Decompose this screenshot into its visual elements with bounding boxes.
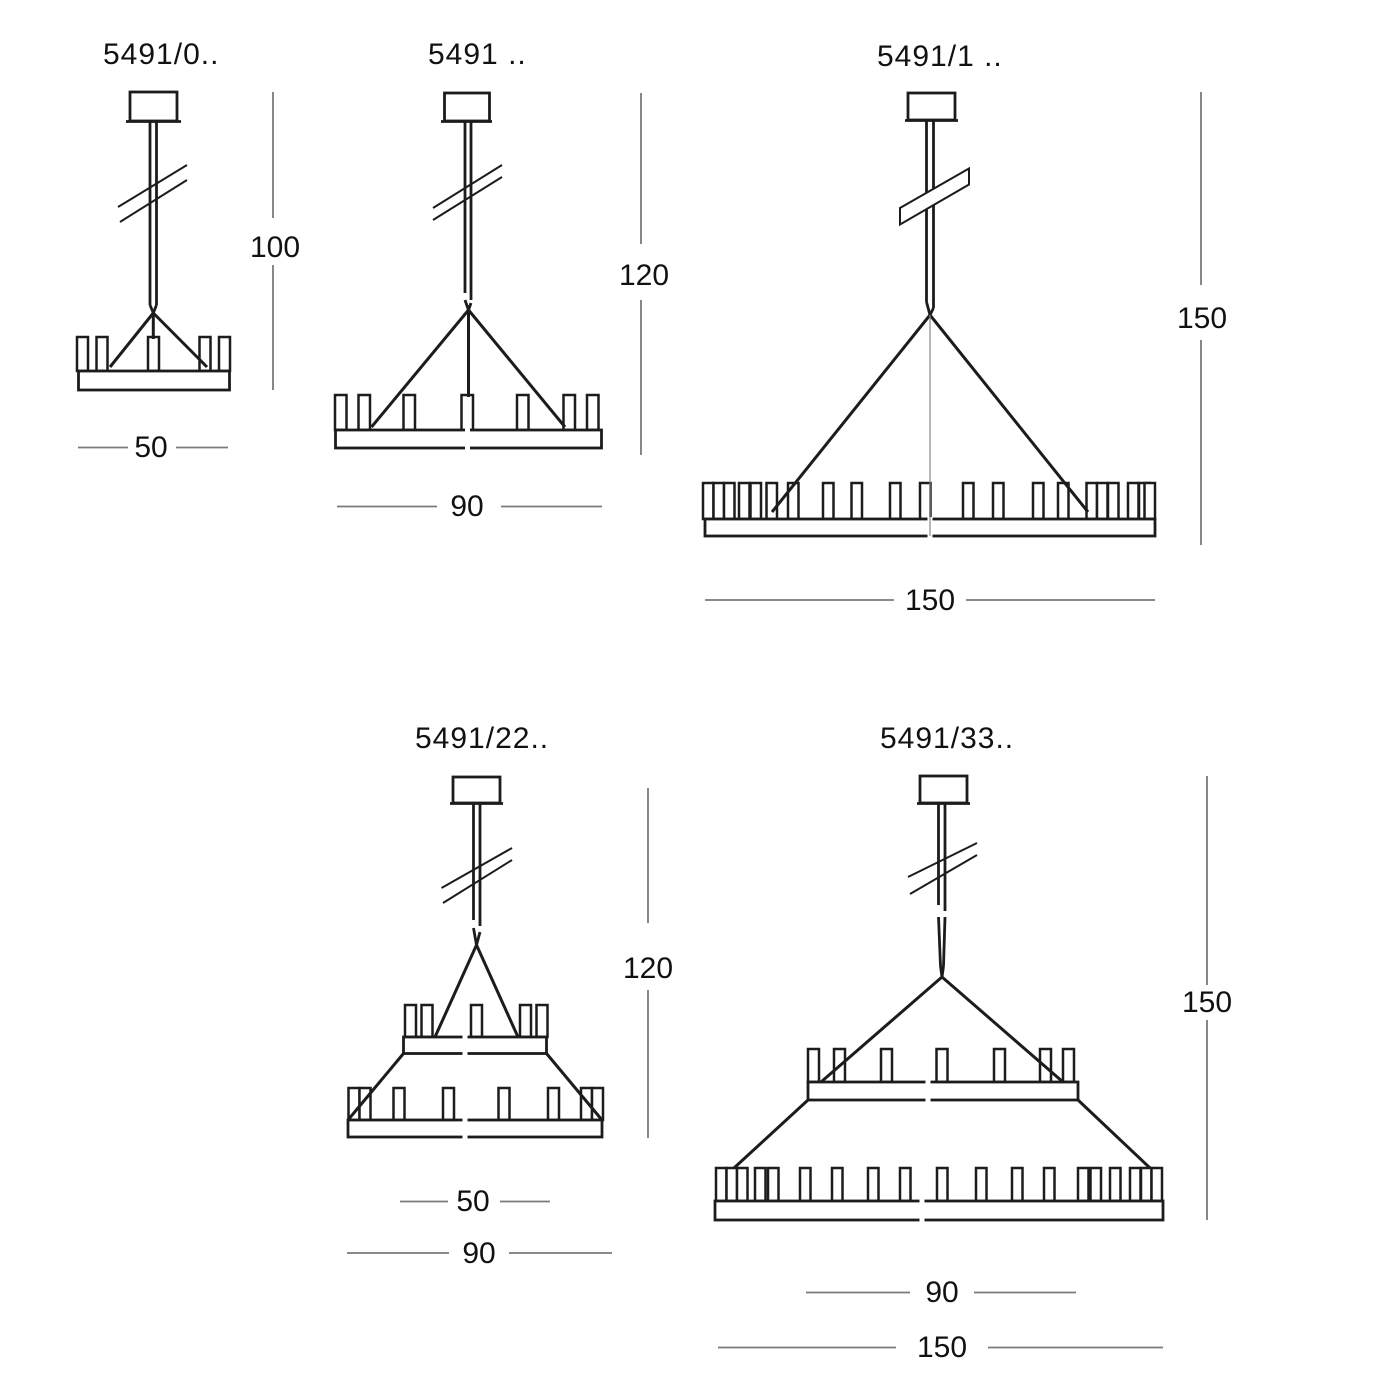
figure-5491-1-stem — [927, 120, 934, 315]
figure-5491-22-stem — [474, 803, 481, 945]
figure-5491-width-dimension — [337, 490, 602, 523]
figure-5491-22 — [347, 722, 673, 1270]
figure-5491-33-skirt — [734, 1100, 1150, 1168]
figure-5491-0-break-mark — [118, 165, 187, 222]
figure-5491-22-canopy — [450, 777, 503, 804]
figure-5491-22-lower-width-dimension — [347, 1237, 612, 1270]
figure-5491-code: 5491 .. — [428, 38, 527, 71]
width-dim-label: 50 — [456, 1185, 490, 1218]
figure-5491-33-stem — [939, 803, 946, 977]
width-dim-label: 90 — [450, 490, 484, 523]
height-dim-label: 150 — [1181, 986, 1233, 1019]
figure-5491-canopy — [441, 93, 492, 122]
figure-5491-0-height-dimension — [250, 92, 300, 390]
figure-5491-33-height-dimension — [1182, 776, 1232, 1220]
figure-5491-22-skirt — [348, 1054, 602, 1121]
figure-5491-33 — [715, 722, 1232, 1364]
figure-5491-22-height-dimension — [623, 788, 673, 1138]
figure-5491-1-height-dimension — [1177, 92, 1227, 545]
figure-5491-1-canopy — [905, 93, 958, 121]
figure-5491-22-upper-width-dimension — [400, 1185, 550, 1218]
figure-5491-33-lower-width-dimension — [718, 1331, 1163, 1364]
figure-5491-0-stem — [150, 121, 157, 313]
figure-5491-break-mark — [433, 165, 502, 220]
height-dim-label: 150 — [1176, 302, 1228, 335]
figure-5491-1-width-dimension — [705, 584, 1155, 617]
figure-5491-0-code: 5491/0.. — [103, 38, 220, 71]
figure-5491-33-break-mark — [908, 843, 977, 894]
figure-5491-height-dimension — [619, 93, 669, 455]
ring-base — [715, 1201, 1163, 1220]
height-dim-label: 120 — [622, 952, 674, 985]
figure-5491-0-candle-ring — [77, 337, 230, 390]
width-dim-label: 90 — [925, 1276, 959, 1309]
figure-5491-0-width-dimension — [78, 431, 228, 464]
figure-5491-33-code: 5491/33.. — [880, 722, 1015, 755]
width-dim-label: 150 — [916, 1331, 968, 1364]
ring-base — [348, 1120, 602, 1137]
figure-5491-1 — [703, 40, 1227, 617]
ring-base — [404, 1037, 547, 1054]
figure-5491-1-code: 5491/1 .. — [877, 40, 1003, 73]
figure-5491 — [335, 38, 669, 523]
width-dim-label: 50 — [134, 431, 168, 464]
figure-5491-22-break-mark — [442, 848, 513, 903]
height-dim-label: 100 — [249, 231, 301, 264]
width-dim-label: 90 — [462, 1237, 496, 1270]
height-dim-label: 120 — [618, 259, 670, 292]
ring-base — [79, 371, 230, 390]
figure-5491-22-upper-ring — [404, 1005, 548, 1055]
figure-5491-33-canopy — [917, 776, 970, 804]
figure-5491-22-lower-ring — [348, 1088, 603, 1139]
figure-5491-0 — [77, 38, 300, 464]
figure-5491-22-code: 5491/22.. — [415, 722, 550, 755]
figure-5491-33-upper-width-dimension — [806, 1276, 1076, 1309]
figure-5491-0-canopy — [126, 92, 181, 122]
figure-5491-33-lower-ring — [715, 1168, 1163, 1222]
width-dim-label: 150 — [904, 584, 956, 617]
ring-base — [808, 1082, 1078, 1100]
figure-5491-stem — [465, 121, 471, 310]
